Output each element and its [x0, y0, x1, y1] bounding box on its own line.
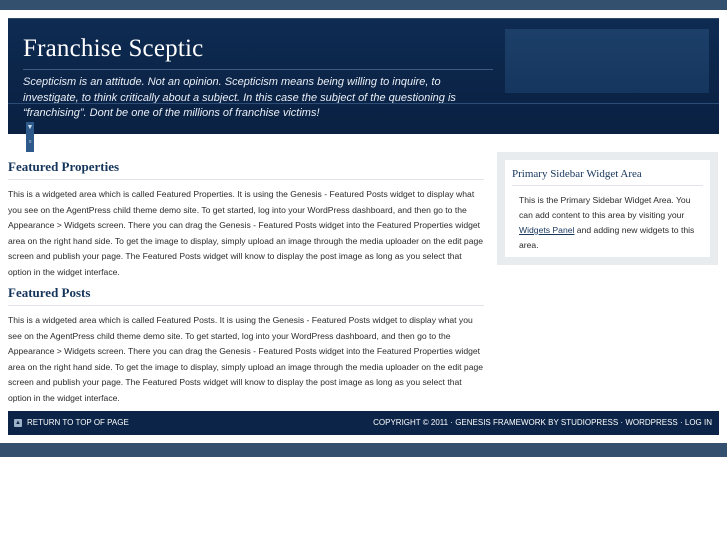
sidebar-widget — [505, 160, 710, 257]
header-widget-area — [505, 29, 709, 93]
site-header — [8, 18, 719, 146]
nav-toggle[interactable] — [26, 122, 34, 152]
featured-properties-text: This is a widgeted area which is called Featured Properties. It is using the Genesis - Featured Posts widget to display what you see on the AgentPress child theme demo site. To get started, log into your WordPress dashboard, and then go to the Appearance > Widgets screen. There you can drag the Genesis - Featured Posts widget into the Featured Properties widget area on the right hand side. To get the image to display, simply upload an image through the media uploader on the edit page screen and publish your page. The Featured Posts widget will know to display the post image as long as you select that option in the widget interface. — [8, 189, 484, 277]
header-divider — [8, 103, 719, 104]
login-link[interactable]: LOG IN — [684, 418, 712, 427]
sidebar-widget-text — [519, 193, 699, 253]
featured-posts-widget — [8, 278, 484, 406]
site-description: Scepticism is an attitude. Not an opinion. Scepticism means being willing to inquire, to investigate, to think critically about a subject. In this case the subject of the questioning is “franchising”. Dont be one of the millions of franchise victims! — [23, 76, 456, 119]
genesis-link[interactable]: GENESIS FRAMEWORK BY STUDIOPRESS — [455, 418, 619, 427]
site-title[interactable]: Franchise Sceptic — [23, 35, 204, 62]
sidebar-text-before: This is the Primary Sidebar Widget Area. You can add content to this area by visiting your — [519, 195, 691, 220]
widgets-panel-link[interactable]: Widgets Panel — [519, 225, 575, 235]
footer-separator: · — [618, 418, 626, 427]
site-footer — [8, 411, 719, 435]
top-bar — [0, 0, 727, 10]
primary-sidebar — [497, 152, 718, 265]
return-to-top[interactable] — [14, 418, 129, 427]
copyright-text: COPYRIGHT © 2011 · — [373, 418, 456, 427]
featured-posts-title: Featured Posts — [8, 278, 484, 306]
bottom-bar — [0, 443, 727, 457]
featured-properties-title: Featured Properties — [8, 152, 484, 180]
return-to-top-link[interactable]: RETURN TO TOP OF PAGE — [27, 418, 129, 427]
footer-separator: · — [677, 418, 685, 427]
wordpress-link[interactable]: WORDPRESS — [625, 418, 678, 427]
arrow-up-icon: ▲ — [15, 419, 21, 426]
featured-properties-widget — [8, 152, 484, 280]
featured-posts-text: This is a widgeted area which is called Featured Posts. It is using the Genesis - Featured Posts widget to display what you see on the AgentPress child theme demo site. To get started, log into your WordPress dashboard, and then go to the Appearance > Widgets screen. There you can drag the Genesis - Featured Posts widget into the Featured Properties widget area on the right hand side. To get the image to display, simply upload an image through the media uploader on the edit page screen and publish your page. The Featured Posts widget will know to display the post image as long as you select that option in the widget interface. — [8, 315, 484, 403]
sidebar-widget-title: Primary Sidebar Widget Area — [512, 168, 703, 186]
footer-credits — [373, 418, 712, 427]
title-divider — [23, 69, 493, 70]
sidebar-text-after: and adding new widgets to this area. — [519, 225, 695, 250]
chevron-down-icon: ▼ — [26, 124, 34, 131]
menu-icon: ▫ — [28, 137, 32, 146]
